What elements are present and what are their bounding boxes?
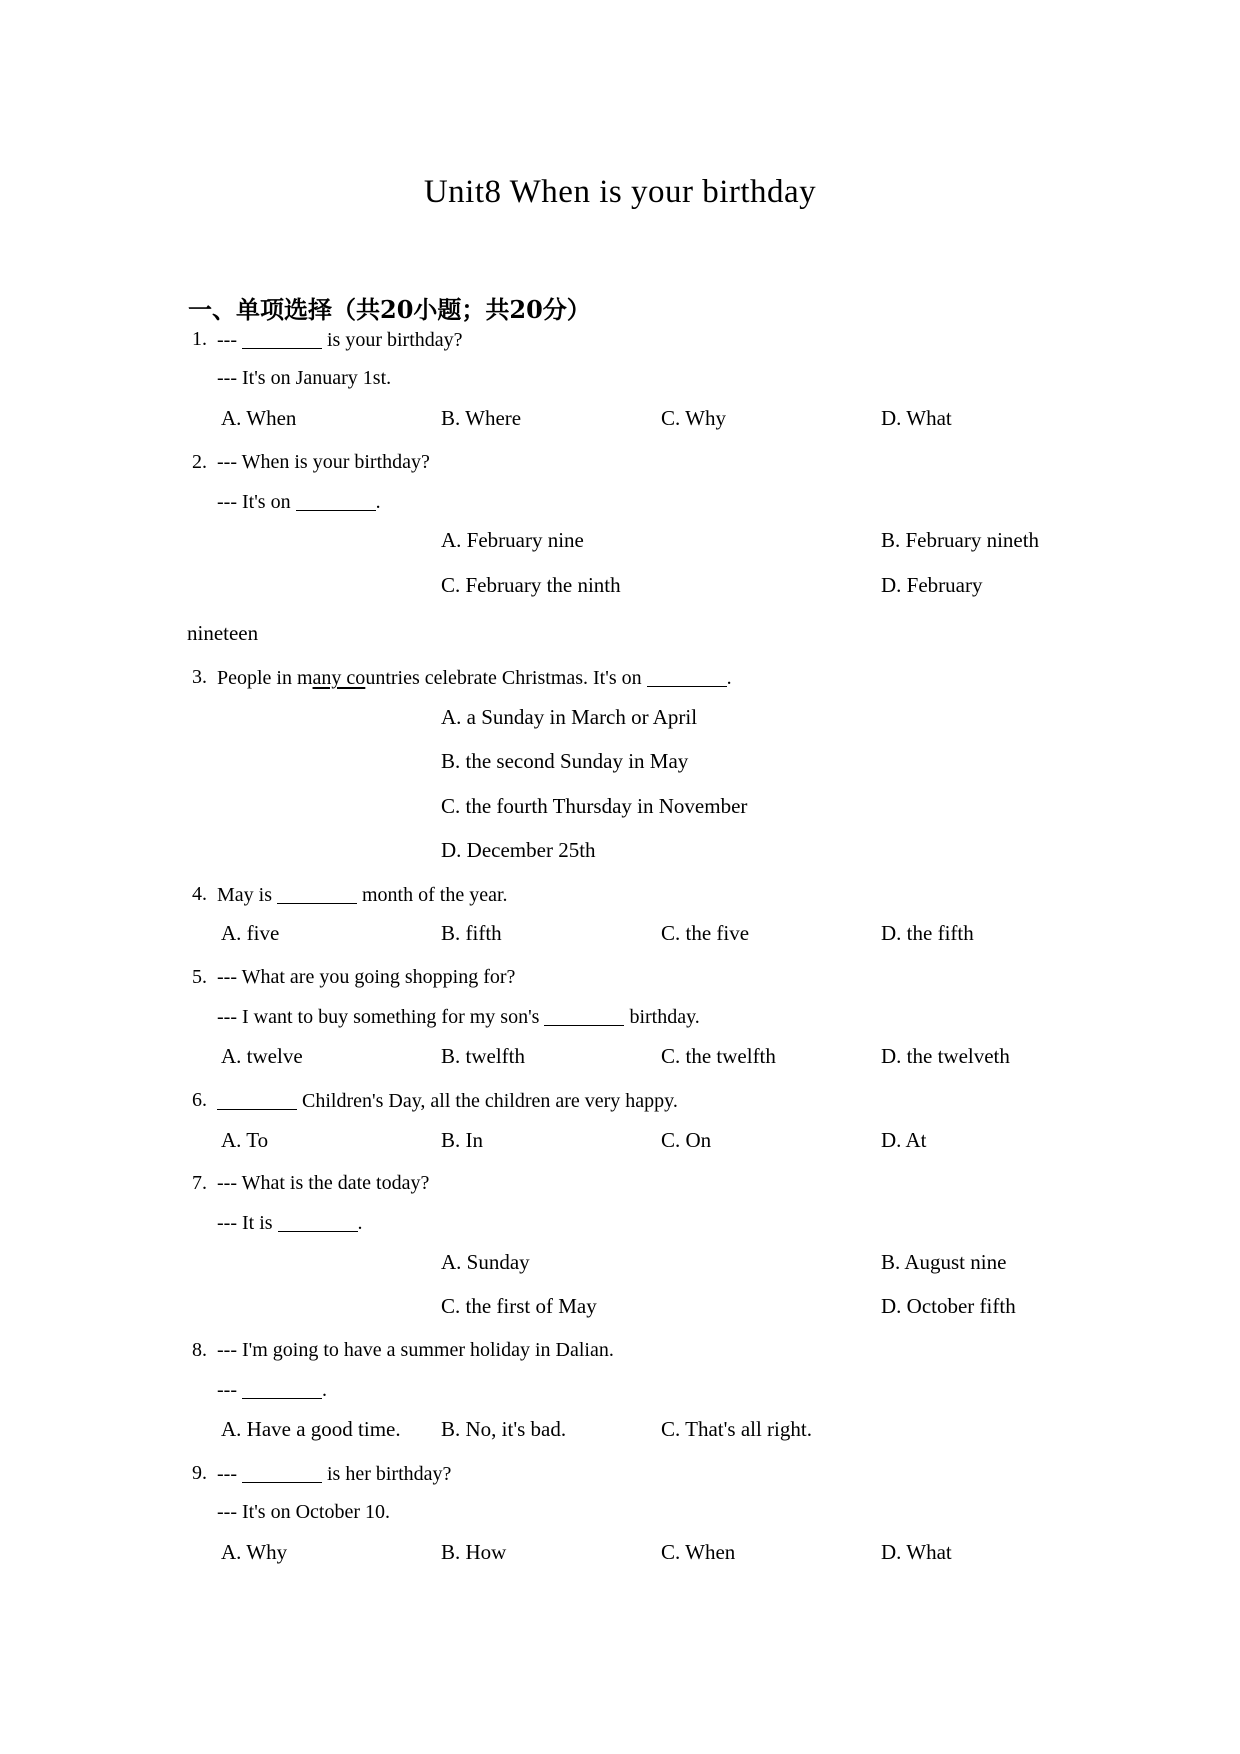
option-a[interactable]: A. February nine xyxy=(441,528,584,552)
option-b[interactable]: B. twelfth xyxy=(441,1044,525,1068)
answer-blank xyxy=(242,1378,322,1399)
question-text: --- When is your birthday? xyxy=(217,451,430,473)
question-number: 1. xyxy=(192,328,207,350)
option-d[interactable]: D. What xyxy=(881,406,952,430)
option-d-continuation: nineteen xyxy=(187,621,259,645)
dialogue-line: --- It's on January 1st. xyxy=(217,367,392,389)
answer-blank xyxy=(278,1211,358,1232)
answer-blank xyxy=(296,490,376,511)
question-text: --- I'm going to have a summer holiday in Dalian. xyxy=(217,1339,614,1361)
option-b[interactable]: B. the second Sunday in May xyxy=(441,749,689,773)
question-number: 3. xyxy=(192,666,207,688)
answer-blank xyxy=(242,1462,322,1483)
option-a[interactable]: A. a Sunday in March or April xyxy=(441,705,698,729)
option-c[interactable]: C. On xyxy=(661,1128,712,1152)
dialogue-line: --- It's on . xyxy=(217,491,381,513)
option-c[interactable]: C. the twelfth xyxy=(661,1044,776,1068)
question-number: 6. xyxy=(192,1089,207,1111)
question-text: People in many countries celebrate Christmas. It's on . xyxy=(217,667,732,689)
option-b[interactable]: B. Where xyxy=(441,406,522,430)
option-a[interactable]: A. twelve xyxy=(221,1044,303,1068)
option-b[interactable]: B. August nine xyxy=(881,1250,1007,1274)
question-text: --- is your birthday? xyxy=(217,329,463,351)
dialogue-line: --- . xyxy=(217,1379,327,1401)
answer-blank xyxy=(277,883,357,904)
question-number: 8. xyxy=(192,1339,207,1361)
question-number: 5. xyxy=(192,966,207,988)
question-number: 2. xyxy=(192,451,207,473)
question-number: 7. xyxy=(192,1172,207,1194)
question-number: 9. xyxy=(192,1462,207,1484)
option-d[interactable]: D. What xyxy=(881,1540,952,1564)
question-text: Children's Day, all the children are very happy. xyxy=(217,1089,678,1113)
question-text: --- is her birthday? xyxy=(217,1463,452,1485)
question-text: --- What are you going shopping for? xyxy=(217,966,516,988)
question-text: --- What is the date today? xyxy=(217,1172,430,1194)
option-d[interactable]: D. At xyxy=(881,1128,927,1152)
dialogue-line: --- It's on October 10. xyxy=(217,1501,390,1523)
option-a[interactable]: A. Sunday xyxy=(441,1250,530,1274)
option-b[interactable]: B. How xyxy=(441,1540,507,1564)
option-c[interactable]: C. the five xyxy=(661,921,750,945)
option-d[interactable]: D. the fifth xyxy=(881,921,974,945)
option-a[interactable]: A. To xyxy=(221,1128,269,1152)
document-title: Unit8 When is your birthday xyxy=(423,174,817,210)
option-a[interactable]: A. Why xyxy=(221,1540,288,1564)
option-a[interactable]: A. Have a good time. xyxy=(221,1417,401,1441)
dialogue-line: --- It is . xyxy=(217,1212,363,1234)
question-text: May is month of the year. xyxy=(217,884,508,906)
option-b[interactable]: B. In xyxy=(441,1128,483,1152)
option-b[interactable]: B. February nineth xyxy=(881,528,1040,552)
answer-blank xyxy=(544,1005,624,1026)
option-a[interactable]: A. five xyxy=(221,921,280,945)
option-d[interactable]: D. October fifth xyxy=(881,1294,1016,1318)
answer-blank xyxy=(217,1089,297,1110)
option-b[interactable]: B. No, it's bad. xyxy=(441,1417,567,1441)
option-c[interactable]: C. the fourth Thursday in November xyxy=(441,794,748,818)
option-c[interactable]: C. When xyxy=(661,1540,736,1564)
option-d[interactable]: D. December 25th xyxy=(441,838,596,862)
option-c[interactable]: C. February the ninth xyxy=(441,573,621,597)
dialogue-line: --- I want to buy something for my son's birthday. xyxy=(217,1006,700,1028)
option-c[interactable]: C. the first of May xyxy=(441,1294,597,1318)
option-d[interactable]: D. the twelveth xyxy=(881,1044,1010,1068)
section-heading: 一、单项选择（共20小题；共20分） xyxy=(188,295,591,324)
question-number: 4. xyxy=(192,883,207,905)
answer-blank xyxy=(647,666,727,687)
option-b[interactable]: B. fifth xyxy=(441,921,502,945)
option-d[interactable]: D. February xyxy=(881,573,983,597)
answer-blank xyxy=(242,328,322,349)
option-c[interactable]: C. Why xyxy=(661,406,726,430)
option-a[interactable]: A. When xyxy=(221,406,297,430)
option-c[interactable]: C. That's all right. xyxy=(661,1417,812,1441)
